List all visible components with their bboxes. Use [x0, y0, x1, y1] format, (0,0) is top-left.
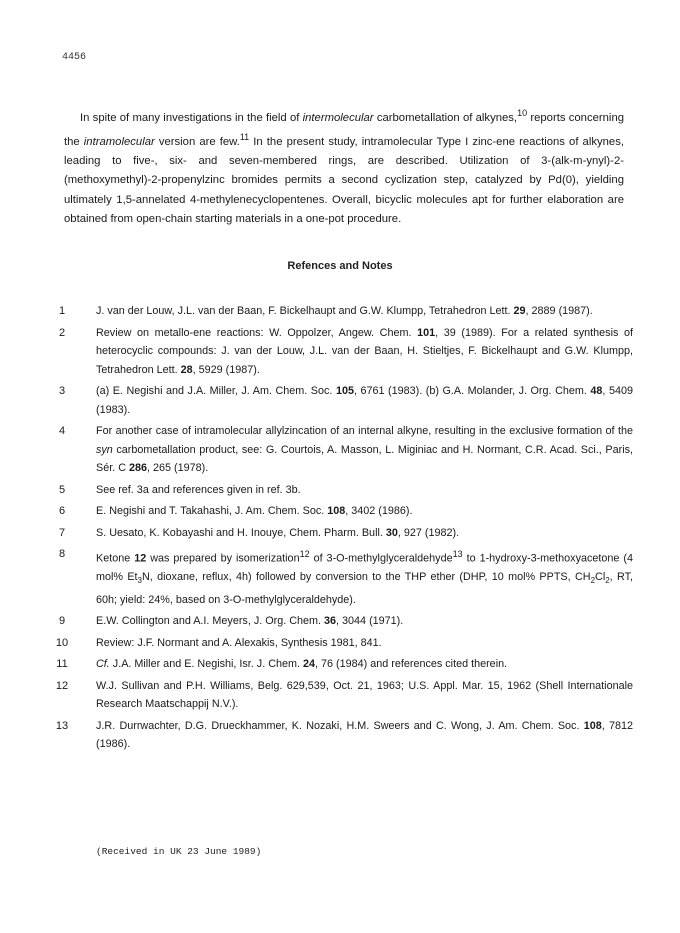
reference-text: E.W. Collington and A.I. Meyers, J. Org. Chem. 36, 3044 (1971). [96, 615, 404, 628]
reference-item [0, 717, 680, 754]
reference-number: 2 [58, 326, 66, 339]
reference-item [0, 524, 680, 543]
reference-number: 11 [56, 658, 68, 671]
reference-text: Cf. J.A. Miller and E. Negishi, Isr. J. Chem. 24, 76 (1984) and references cited therein. [96, 658, 508, 671]
reference-item [0, 502, 680, 521]
reference-number: 12 [55, 679, 69, 692]
reference-number: 7 [58, 526, 66, 539]
received-date: (Received in UK 23 June 1989) [96, 846, 262, 857]
reference-list [0, 302, 680, 757]
reference-number: 13 [55, 719, 69, 732]
reference-item [0, 422, 680, 478]
reference-item [0, 634, 680, 653]
reference-number: 6 [58, 505, 66, 517]
reference-item [0, 382, 680, 419]
reference-item [0, 612, 680, 631]
reference-item [0, 324, 680, 380]
reference-item [0, 545, 680, 609]
reference-number: 8 [58, 548, 66, 560]
intro-paragraph: In spite of many investigations in the field of intermolecular carbometallation of alkynes,$^{10}$ reports concerning the intramolecular version are few.$^{11}$ In the present study, intramolecular Type I zinc-ene reactions of alkynes, leading to five-, six- and seven-membered rings, are described. Utilization of 3-(alk-m-ynyl)-2-(methoxymethyl)-2-propenylzinc bromides permits a second cyclization step, catalyzed by Pd(0), yielding ultimately 1,5-annelated 4-methylenecyclopentenes. Overall, bicyclic molecules apt for further elaboration are obtained from open-chain starting materials in a one-pot procedure. [64, 108, 625, 226]
reference-number: 10 [55, 636, 69, 649]
reference-text: Ketone 12 was prepared by isomerization$^{12}$ of 3-O-methylglyceraldehyde$^{13}$ to 1-hydroxy-3-methoxyacetone (4 mol% $Et_3N$, dioxane, reflux, 4h) followed by conversion to the THP ether (DHP, 10 mol% PPTS, $CH_2Cl_2$, RT, 60h; yield: 24%, based on 3-O-methylglyceraldehyde). [96, 549, 634, 606]
reference-text: S. Uesato, K. Kobayashi and H. Inouye, Chem. Pharm. Bull. 30, 927 (1982). [96, 526, 460, 539]
reference-text: Review on metallo-ene reactions: W. Oppolzer, Angew. Chem. 101, 39 (1989). For a related synthesis of heterocyclic compounds: J. van der Louw, J.L. van der Baan, H. Stieltjes, F. Bickelhaupt and G.W. Klumpp, Tetrahedron Lett. 28, 5929 (1987). [96, 326, 633, 376]
reference-text: For another case of intramolecular allylzincation of an internal alkyne, resulting in the exclusive formation of the syn carbometallation product, see: G. Courtois, A. Masson, L. Miginiac and H. Normant, C.R. Acad. Sci., Paris, Sér. C 286, 265 (1978). [96, 425, 633, 474]
reference-text: J.R. Durrwachter, D.G. Drueckhammer, K. Nozaki, H.M. Sweers and C. Wong, J. Am. Chem. Soc. 108, 7812 (1986). [96, 719, 633, 751]
reference-item [0, 481, 680, 500]
page-number: 4456 [62, 52, 87, 63]
references-heading: Refences and Notes [287, 260, 393, 272]
reference-text: W.J. Sullivan and P.H. Williams, Belg. 629,539, Oct. 21, 1963; U.S. Appl. Mar. 15, 1962 (Shell Internationale Research Maatschappij N.V.). [96, 679, 633, 711]
reference-item [0, 677, 680, 714]
reference-text: J. van der Louw, J.L. van der Baan, F. Bickelhaupt and G.W. Klumpp, Tetrahedron Lett. 29, 2889 (1987). [96, 305, 593, 317]
reference-item [0, 302, 680, 321]
reference-text: E. Negishi and T. Takahashi, J. Am. Chem. Soc. 108, 3402 (1986). [96, 505, 413, 517]
reference-text: Review: J.F. Normant and A. Alexakis, Synthesis 1981, 841. [96, 636, 382, 649]
reference-number: 5 [58, 483, 66, 496]
reference-number: 9 [58, 615, 66, 628]
reference-item [0, 655, 680, 674]
reference-number: 1 [58, 305, 66, 317]
reference-text: See ref. 3a and references given in ref. 3b. [96, 483, 301, 496]
reference-text: (a) E. Negishi and J.A. Miller, J. Am. Chem. Soc. 105, 6761 (1983). (b) G.A. Molander, J. Org. Chem. 48, 5409 (1983). [96, 385, 633, 416]
reference-number: 3 [58, 385, 66, 397]
reference-number: 4 [58, 425, 66, 437]
